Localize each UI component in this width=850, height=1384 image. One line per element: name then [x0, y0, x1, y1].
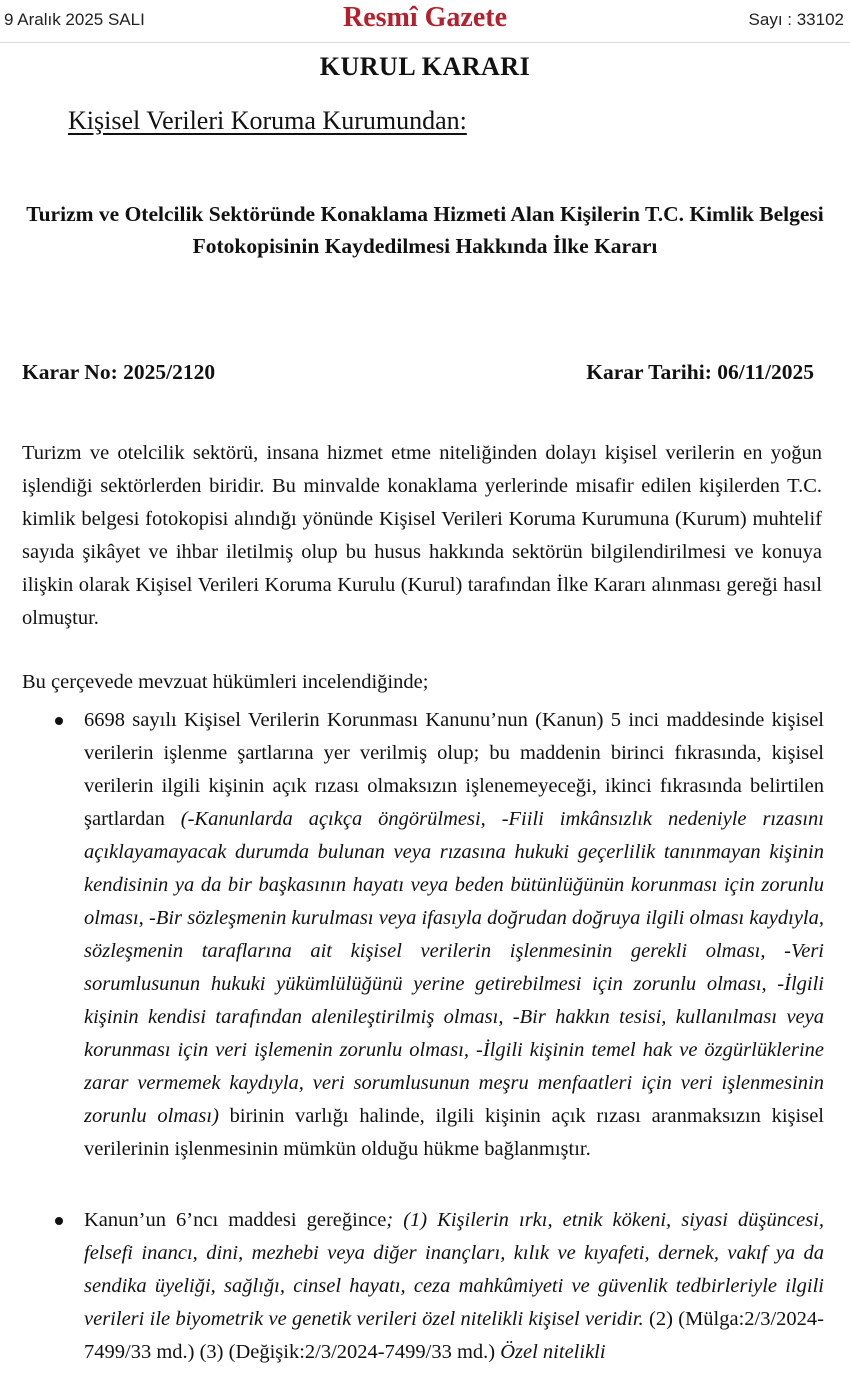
bullet2-tail: Özel nitelikli	[495, 1341, 606, 1363]
bullet2-amendments: (2) (Mülga:2/3/2024-7499/33 md.) (3) (Değişik:2/3/2024-7499/33 md.)	[84, 1308, 825, 1363]
review-intro: Bu çerçevede mevzuat hükümleri incelendiğinde;	[22, 671, 429, 693]
bullet-icon	[55, 717, 63, 725]
masthead	[0, 0, 850, 43]
decision-title: Turizm ve Otelcilik Sektöründe Konaklama Hizmeti Alan Kişilerin T.C. Kimlik Belgesi Fotokopisinin Kaydedilmesi Hakkında İlke Kararı	[26, 202, 824, 258]
bullet1-tail: birinin varlığı halinde, ilgili kişinin açık rızası aranmaksızın kişisel verilerinin işlenmesinin mümkün olduğu hükme bağlanmıştır.	[84, 1105, 824, 1160]
decision-date: Karar Tarihi: 06/11/2025	[586, 360, 814, 384]
issuing-authority: Kişisel Verileri Koruma Kurumundan:	[68, 106, 467, 135]
bullet2-article: ; (1) Kişilerin ırkı, etnik kökeni, siyasi düşüncesi, felsefi inancı, dini, mezhebi veya diğer inançları, kılık ve kıyafeti, dernek, vakıf ya da sendika üyeliği, sağlığı, cinsel hayatı, ceza mahkûmiyeti ve güvenlik tedbirleriyle ilgili verileri ile biyometrik ve genetik verileri özel nitelikli kişisel veridir.	[84, 1209, 824, 1330]
board-heading: KURUL KARARI	[319, 52, 531, 81]
bullet1-lead: 6698 sayılı Kişisel Verilerin Korunması Kanunu’nun (Kanun) 5 inci maddesinde kişisel verilerin işlenme şartlarına yer verilmiş olup; bu maddenin birinci fıkrasında, kişisel verilerin ilgili kişinin açık rızası olmaksızın işlenemeyeceği, ikinci fıkrasında belirtilen şartlardan	[84, 709, 824, 830]
bullet2-lead: Kanun’un 6’ncı maddesi gereğince	[84, 1209, 387, 1231]
paragraph-intro: Turizm ve otelcilik sektörü, insana hizmet etme niteliğinden dolayı kişisel verilerin en yoğun işlendiği sektörlerden biridir. Bu minvalde konaklama yerlerinde misafir edilen kişilerden T.C. kimlik belgesi fotokopisi alındığı yönünde Kişisel Verileri Koruma Kurumuna (Kurum) muhtelif sayıda şikâyet ve ihbar iletilmiş olup bu husus hakkında sektörün bilgilendirilmesi ve konuya ilişkin olarak Kişisel Verileri Koruma Kurulu (Kurul) tarafından İlke Kararı alınması gereği hasıl olmuştur.	[22, 442, 822, 629]
list-item-text	[84, 704, 824, 1166]
publication-date: 9 Aralık 2025 SALI	[4, 10, 145, 29]
bullet-icon	[55, 1217, 63, 1225]
issue-number: Sayı : 33102	[748, 10, 844, 29]
newspaper-title: Resmî Gazete	[342, 2, 508, 33]
list-item-text	[84, 1204, 824, 1369]
decision-meta	[22, 360, 814, 385]
bullet1-conditions: (-Kanunlarda açıkça öngörülmesi, -Fiili imkânsızlık nedeniyle rızasını açıklayamayacak durumda bulunan veya rızasına hukuki geçerlilik tanınmayan kişinin kendisinin ya da bir başkasının hayatı veya beden bütünlüğünün korunması için zorunlu olması, -Bir sözleşmenin kurulması veya ifasıyla doğrudan doğruya ilgili olması kaydıyla, sözleşmenin taraflarına ait kişisel verilerin işlenmesinin gerekli olması, -Veri sorumlusunun hukuki yükümlülüğünü yerine getirebilmesi için zorunlu olması, -İlgili kişinin kendisi tarafından alenileştirilmiş olması, -Bir hakkın tesisi, kullanılması veya korunması için veri işlemenin zorunlu olması, -İlgili kişinin temel hak ve özgürlüklerine zarar vermemek kaydıyla, veri sorumlusunun meşru menfaatleri için veri işlenmesinin zorunlu olması)	[84, 808, 824, 1127]
decision-number: Karar No: 2025/2120	[22, 360, 216, 384]
